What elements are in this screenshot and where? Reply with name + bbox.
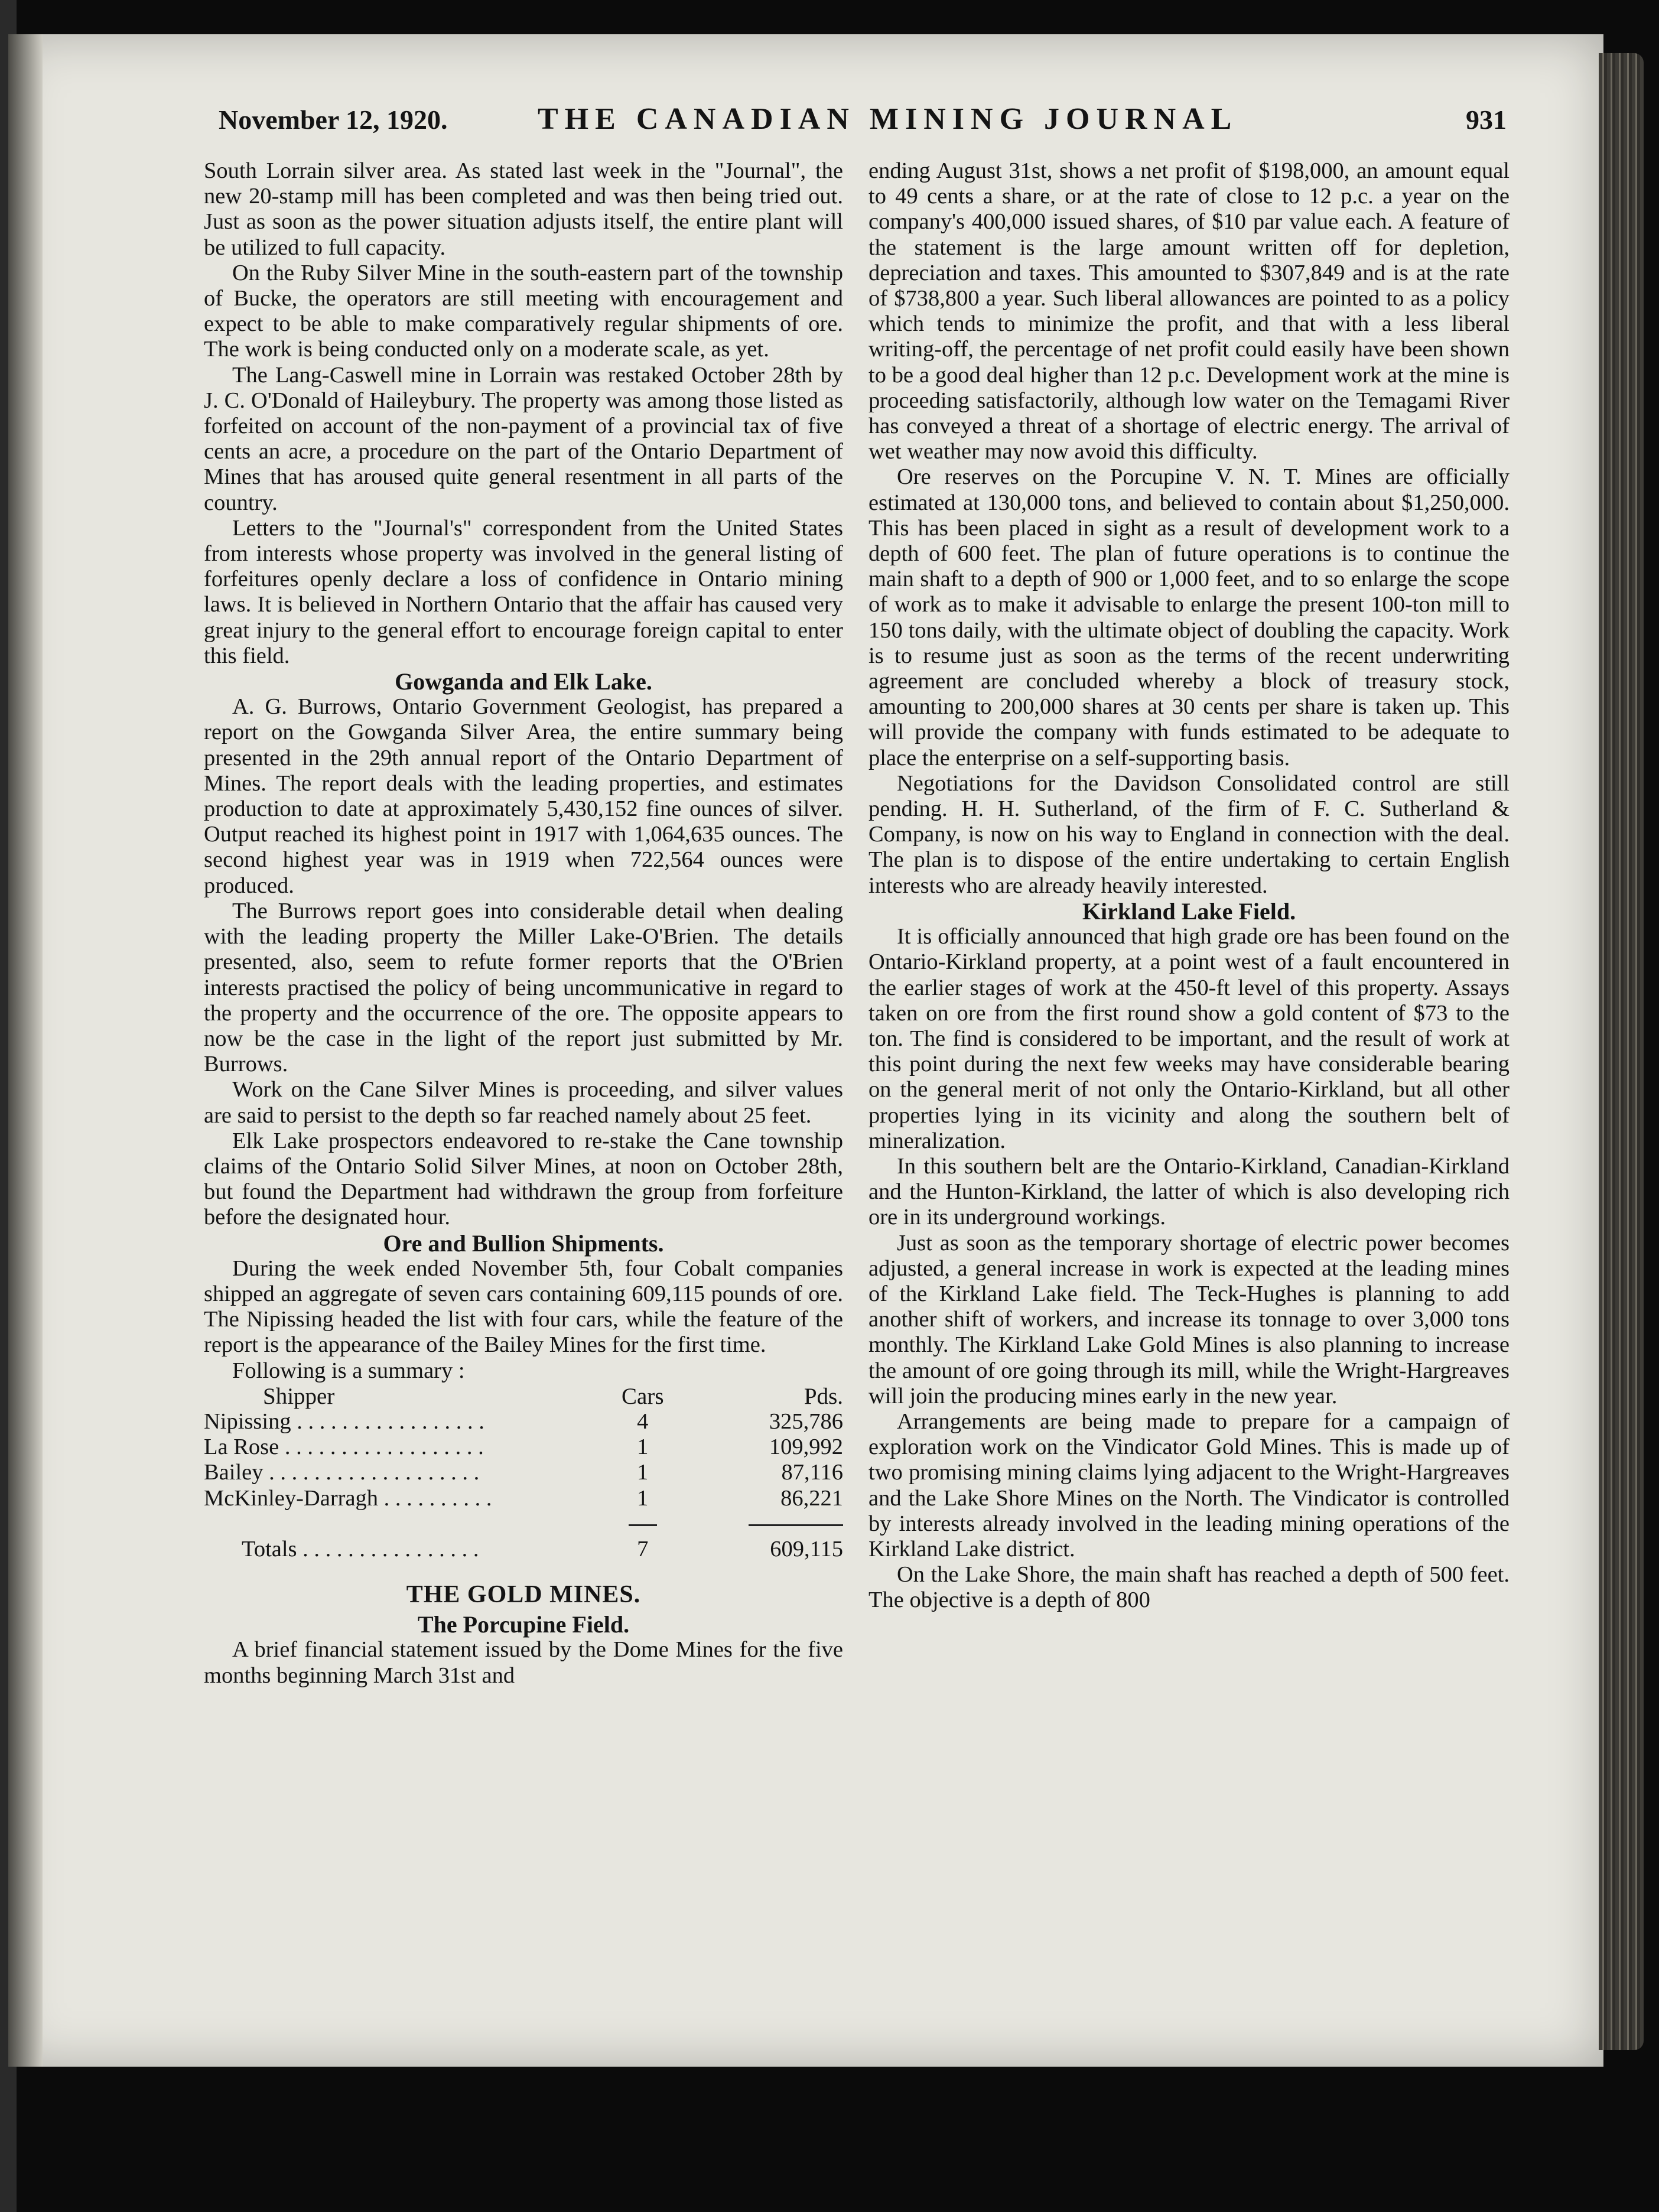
totals-pds: 609,115 xyxy=(770,1536,843,1562)
paragraph: Ore reserves on the Porcupine V. N. T. Mines are officially estimated at 130,000 tons, and believed to contain about $1,250,000. This has been placed in sight as a result of development work to a depth of 600 feet. The plan of future operations is to continue the main shaft to a depth of 900 or 1,000 feet, and to so enlarge the scope of work as to make it advisable to enlarge the present 100-ton mill to 150 tons daily, with the ultimate object of doubling the capacity. Work is to resume just as soon as the terms of the recent underwriting agreement are concluded whereby a block of treasury stock, amounting to 200,000 shares at 30 cents per share is taken up. This will provide the company with funds estimated to be adequate to place the enterprise on a self-supporting basis. xyxy=(868,464,1510,770)
table-rule-row xyxy=(204,1511,843,1537)
journal-title: THE CANADIAN MINING JOURNAL xyxy=(538,102,1238,136)
shipper-cell: Nipissing . . . . . . . . . . . . . . . . . xyxy=(204,1408,484,1434)
running-header xyxy=(219,99,1507,141)
section-heading-kirkland: Kirkland Lake Field. xyxy=(1082,897,1296,925)
paragraph: ending August 31st, shows a net profit of $198,000, an amount equal to 49 cents a share, or at the rate of close to 12 p.c. a year on the company's 400,000 issued shares, of $10 par value each. A feature of the statement is the large amount written off for depletion, depreciation and taxes. This amounted to $307,849 and is at the rate of $738,800 a year. Such liberal allowances are pointed to as a policy which tends to minimize the profit, and that with a less liberal writing-off, the percentage of net profit could easily have been shown to be a good deal higher than 12 p.c. Development work at the mine is proceeding satisfactorily, although low water on the Temagami River has conveyed a threat of a shortage of electric energy. The arrival of wet weather may now avoid this difficulty. xyxy=(868,158,1510,464)
shipper-cell: La Rose . . . . . . . . . . . . . . . . . . xyxy=(204,1434,484,1460)
paragraph: Arrangements are being made to prepare for a campaign of exploration work on the Vindicator Gold Mines. This is made up of two promising mining claims lying adjacent to the Wright-Hargreaves and the Lake Shore Mines on the North. The Vindicator is controlled by interests already involved in the leading mining operations of the Kirkland Lake district. xyxy=(868,1408,1510,1562)
paragraph: Work on the Cane Silver Mines is proceeding, and silver values are said to persist to the depth so far reached namely about 25 feet. xyxy=(204,1077,843,1128)
header-date: November 12, 1920. xyxy=(219,105,448,135)
totals-label: Totals . . . . . . . . . . . . . . . . xyxy=(242,1536,479,1562)
paragraph: On the Ruby Silver Mine in the south-eastern part of the township of Bucke, the operators are still meeting with encouragement and expect to be able to make comparatively regular shipments of ore. The work is being conducted only on a moderate scale, as yet. xyxy=(204,260,843,362)
totals-cars: 7 xyxy=(637,1536,649,1562)
paragraph: On the Lake Shore, the main shaft has reached a depth of 500 feet. The objective is a depth of 800 xyxy=(868,1562,1510,1613)
table-header-row xyxy=(204,1384,843,1409)
section-heading-ore-shipments: Ore and Bullion Shipments. xyxy=(383,1229,664,1257)
paragraph: In this southern belt are the Ontario-Kirkland, Canadian-Kirkland and the Hunton-Kirkland, the latter of which is also developing rich ore in its underground workings. xyxy=(868,1153,1510,1230)
shipper-cell: Bailey . . . . . . . . . . . . . . . . . . . xyxy=(204,1460,480,1485)
paragraph: Just as soon as the temporary shortage of electric power becomes adjusted, a general increase in work is expected at the leading mines of the Kirkland Lake field. The Teck-Hughes is planning to add another shift of workers, and increase its tonnage to over 3,000 tons monthly. The Kirkland Lake Gold Mines is also planning to increase the amount of ore going through its mill, while the Wright-Hargreaves will join the producing mines early in the new year. xyxy=(868,1230,1510,1408)
column-header-pds: Pds. xyxy=(804,1383,843,1409)
cars-total-rule xyxy=(629,1524,657,1526)
left-column xyxy=(204,158,843,1689)
pds-cell: 325,786 xyxy=(769,1408,843,1434)
column-header-shipper: Shipper xyxy=(263,1383,335,1409)
section-heading-porcupine: The Porcupine Field. xyxy=(417,1611,630,1638)
paragraph: Letters to the "Journal's" correspondent from the United States from interests whose property was involved in the general listing of forfeitures openly declare a loss of confidence in Ontario mining laws. It is believed in Northern Ontario that the affair has caused very great injury to the general effort to encourage foreign capital to enter this field. xyxy=(204,515,843,668)
paragraph: A brief financial statement issued by the Dome Mines for the five months beginning March 31st and xyxy=(204,1637,843,1688)
table-row xyxy=(204,1486,843,1511)
right-column xyxy=(868,158,1510,1614)
table-row xyxy=(204,1409,843,1434)
cars-cell: 1 xyxy=(637,1460,649,1485)
page-edges xyxy=(1599,53,1644,2050)
table-row xyxy=(204,1460,843,1485)
table-totals-row xyxy=(204,1537,843,1562)
paragraph: Following is a summary : xyxy=(232,1358,465,1383)
pds-cell: 86,221 xyxy=(780,1485,843,1511)
pds-cell: 87,116 xyxy=(781,1460,843,1485)
paragraph: Elk Lake prospectors endeavored to re-stake the Cane township claims of the Ontario Solid Silver Mines, at noon on October 28th, but found the Department had withdrawn the group from forfeiture before the designated hour. xyxy=(204,1128,843,1230)
cars-cell: 1 xyxy=(637,1434,649,1460)
page-gutter-shadow xyxy=(8,34,43,2067)
paragraph: It is officially announced that high grade ore has been found on the Ontario-Kirkland property, at a point west of a fault encountered in the earlier stages of work at the 450-ft level of this property. Assays taken on ore from the first round show a gold content of $73 to the ton. The find is considered to be important, and the result of work at this point during the next few weeks may have considerable bearing on the general merit of not only the Ontario-Kirkland, but all other properties lying in its vicinity and along the southern belt of mineralization. xyxy=(868,924,1510,1153)
pds-cell: 109,992 xyxy=(769,1434,843,1460)
cars-cell: 4 xyxy=(637,1408,649,1434)
cars-cell: 1 xyxy=(637,1485,649,1511)
paragraph: Negotiations for the Davidson Consolidated control are still pending. H. H. Sutherland, of the firm of F. C. Sutherland & Company, is now on his way to England in connection with the deal. The plan is to dispose of the entire undertaking to certain English interests who are already heavily interested. xyxy=(868,770,1510,898)
paragraph: The Lang-Caswell mine in Lorrain was restaked October 28th by J. C. O'Donald of Haileybury. The property was among those listed as forfeited on account of the non-payment of a provincial tax of five cents an acre, a procedure on the part of the Ontario Department of Mines that has aroused quite general resentment in all parts of the country. xyxy=(204,362,843,515)
section-heading-gold-mines: THE GOLD MINES. xyxy=(406,1581,641,1609)
table-row xyxy=(204,1434,843,1460)
paragraph: South Lorrain silver area. As stated last week in the "Journal", the new 20-stamp mill has been completed and was then being tried out. Just as soon as the power situation adjusts itself, the entire plant will be utilized to full capacity. xyxy=(204,158,843,260)
pds-total-rule xyxy=(749,1524,843,1526)
section-heading-gowganda: Gowganda and Elk Lake. xyxy=(395,668,652,695)
shipments-summary-table xyxy=(204,1384,843,1562)
column-header-cars: Cars xyxy=(622,1383,664,1409)
paragraph: During the week ended November 5th, four Cobalt companies shipped an aggregate of seven cars containing 609,115 pounds of ore. The Nipissing headed the list with four cars, while the feature of the report is the appearance of the Bailey Mines for the first time. xyxy=(204,1255,843,1358)
shipper-cell: McKinley-Darragh . . . . . . . . . . xyxy=(204,1485,492,1511)
page-number: 931 xyxy=(1466,105,1507,135)
paragraph: A. G. Burrows, Ontario Government Geologist, has prepared a report on the Gowganda Silver Area, the entire summary being presented in the 29th annual report of the Ontario Department of Mines. The report deals with the leading properties, and estimates production to date at approximately 5,430,152 fine ounces of silver. Output reached its highest point in 1917 with 1,064,635 ounces. The second highest year was in 1919 when 722,564 ounces were produced. xyxy=(204,694,843,898)
paragraph: The Burrows report goes into considerable detail when dealing with the leading property the Miller Lake-O'Brien. The details presented, also, seem to refute former reports that the O'Brien interests practised the policy of being uncommunicative in regard to the property and the occurrence of the ore. The opposite appears to now be the case in the light of the report just submitted by Mr. Burrows. xyxy=(204,898,843,1077)
